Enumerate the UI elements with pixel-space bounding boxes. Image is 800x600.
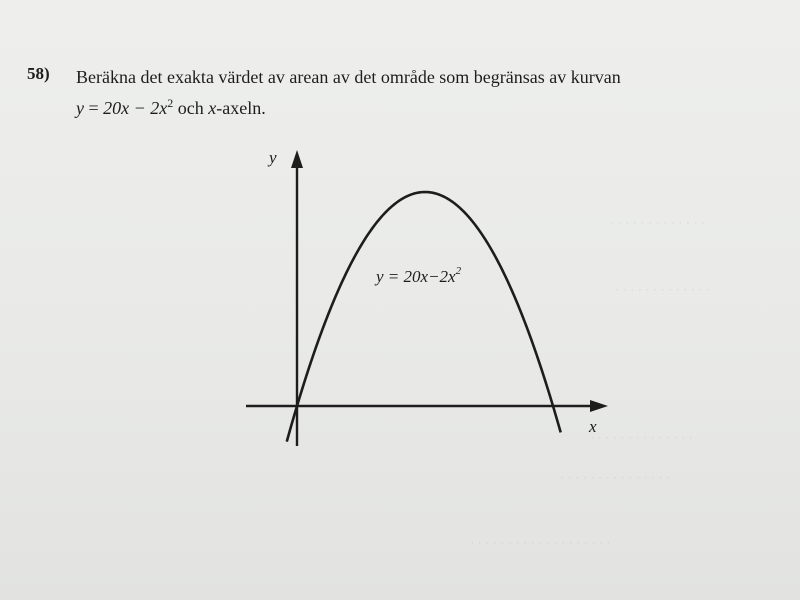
y-axis-arrowhead	[291, 150, 303, 168]
axis-suffix: -axeln.	[216, 98, 266, 118]
problem-line-1: Beräkna det exakta värdet av arean av det område som begränsas av kurvan	[76, 67, 621, 87]
axis-variable: x	[208, 98, 217, 118]
bleed-through-text: · · · · · · · · · · · · ·	[610, 215, 706, 230]
bleed-through-text: · · · · · · · · · · · · · ·	[590, 430, 693, 445]
parabola-curve	[287, 192, 561, 442]
problem-number: 58)	[27, 64, 50, 83]
y-axis-label: y	[269, 148, 277, 167]
equation-rhs: 20x − 2x	[103, 98, 168, 118]
x-axis-label: x	[589, 417, 597, 436]
equation-exponent: 2	[167, 96, 174, 110]
curve-label-exponent: 2	[455, 265, 462, 277]
curve-label-main: y = 20x−2x	[376, 267, 456, 286]
bleed-through-text: · · · · · · · · · · · · ·	[615, 282, 711, 297]
curve-label	[374, 265, 462, 286]
equals-sign: =	[88, 98, 104, 118]
conjunction: och	[177, 98, 204, 118]
bleed-through-text: · · · · · · · · · · · · · · · · · · ·	[470, 535, 611, 550]
equation-lhs: y	[76, 98, 84, 118]
bleed-through-text: · · · · · · · · · · · · · · ·	[560, 470, 671, 485]
x-axis-arrowhead	[590, 400, 608, 412]
